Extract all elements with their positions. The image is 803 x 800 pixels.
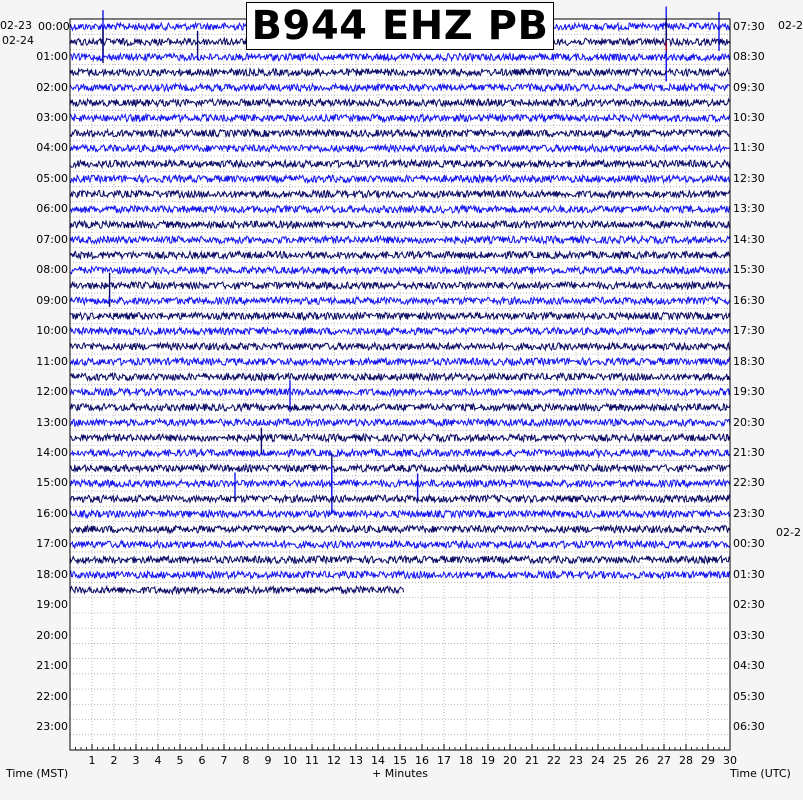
x-tick-label: 6 (198, 754, 206, 767)
left-hour-label: 20:00 (36, 628, 68, 642)
right-hour-label: 09:30 (733, 80, 765, 94)
right-hour-label: 03:30 (733, 628, 765, 642)
right-hour-label: 18:30 (733, 354, 765, 368)
x-tick-label: 18 (459, 754, 473, 767)
left-hour-label: 16:00 (36, 506, 68, 520)
left-hour-label: 01:00 (36, 50, 68, 64)
left-top-date: 02-23 (0, 19, 32, 32)
right-hour-label: 00:30 (733, 537, 765, 551)
x-tick-label: 20 (503, 754, 517, 767)
x-tick-label: 23 (569, 754, 583, 767)
right-hour-label: 20:30 (733, 415, 765, 429)
x-tick-label: 26 (635, 754, 649, 767)
left-axis-label: Time (MST) (6, 767, 69, 780)
left-hour-label: 23:00 (36, 720, 68, 734)
x-tick-label: 29 (701, 754, 715, 767)
right-hour-label: 07:30 (733, 19, 765, 33)
x-tick-label: 10 (283, 754, 297, 767)
right-hour-label: 08:30 (733, 50, 765, 64)
right-hour-label: 13:30 (733, 202, 765, 216)
left-hour-label: 21:00 (36, 659, 68, 673)
x-tick-label: 24 (591, 754, 605, 767)
left-hour-label: 14:00 (36, 446, 68, 460)
x-tick-label: 30 (723, 754, 737, 767)
x-tick-label: 15 (393, 754, 407, 767)
left-hour-label: 13:00 (36, 415, 68, 429)
right-hour-label: 01:30 (733, 567, 765, 581)
left-hour-label: 09:00 (36, 293, 68, 307)
left-hour-label: 17:00 (36, 537, 68, 551)
right-hour-label: 23:30 (733, 506, 765, 520)
left-hour-label: 19:00 (36, 598, 68, 612)
x-tick-label: 21 (525, 754, 539, 767)
x-tick-label: 8 (242, 754, 250, 767)
x-tick-label: 1 (88, 754, 96, 767)
x-axis-label: + Minutes (372, 767, 429, 780)
right-hour-label: 14:30 (733, 232, 765, 246)
chart-title: B944 EHZ PB (246, 2, 554, 50)
left-hour-label: 11:00 (36, 354, 68, 368)
x-tick-label: 4 (154, 754, 162, 767)
x-tick-label: 5 (176, 754, 184, 767)
x-tick-label: 16 (415, 754, 429, 767)
left-hour-label: 03:00 (36, 110, 68, 124)
left-row0-date: 02-24 (2, 34, 34, 47)
x-tick-label: 12 (327, 754, 341, 767)
right-hour-label: 04:30 (733, 659, 765, 673)
right-hour-label: 21:30 (733, 446, 765, 460)
x-tick-label: 3 (132, 754, 140, 767)
x-tick-label: 2 (110, 754, 118, 767)
left-hour-label: 22:00 (36, 689, 68, 703)
left-hour-label: 18:00 (36, 567, 68, 581)
x-tick-label: 19 (481, 754, 495, 767)
x-tick-label: 11 (305, 754, 319, 767)
right-hour-label: 12:30 (733, 171, 765, 185)
right-hour-label: 11:30 (733, 141, 765, 155)
left-hour-label: 07:00 (36, 232, 68, 246)
right-hour-label: 22:30 (733, 476, 765, 490)
left-hour-label: 06:00 (36, 202, 68, 216)
right-hour-label: 17:30 (733, 324, 765, 338)
x-tick-label: 17 (437, 754, 451, 767)
x-tick-label: 25 (613, 754, 627, 767)
right-hour-label: 05:30 (733, 689, 765, 703)
right-hour-label: 10:30 (733, 110, 765, 124)
right-hour-label: 19:30 (733, 385, 765, 399)
right-hour-label: 06:30 (733, 720, 765, 734)
right-top-date: 02-2 (778, 19, 803, 32)
right-mid-date: 02-2 (776, 526, 801, 539)
left-hour-label: 12:00 (36, 385, 68, 399)
left-hour-label: 08:00 (36, 263, 68, 277)
left-hour-label: 02:00 (36, 80, 68, 94)
x-tick-label: 14 (371, 754, 385, 767)
left-hour-label: 15:00 (36, 476, 68, 490)
x-tick-label: 22 (547, 754, 561, 767)
right-axis-label: Time (UTC) (730, 767, 791, 780)
x-tick-label: 27 (657, 754, 671, 767)
left-hour-label: 10:00 (36, 324, 68, 338)
right-hour-label: 02:30 (733, 598, 765, 612)
right-hour-label: 15:30 (733, 263, 765, 277)
left-hour-label: 00:00 (38, 19, 70, 33)
right-hour-label: 16:30 (733, 293, 765, 307)
x-tick-label: 28 (679, 754, 693, 767)
x-tick-label: 13 (349, 754, 363, 767)
x-tick-label: 7 (220, 754, 228, 767)
x-tick-label: 9 (264, 754, 272, 767)
left-hour-label: 04:00 (36, 141, 68, 155)
left-hour-label: 05:00 (36, 171, 68, 185)
